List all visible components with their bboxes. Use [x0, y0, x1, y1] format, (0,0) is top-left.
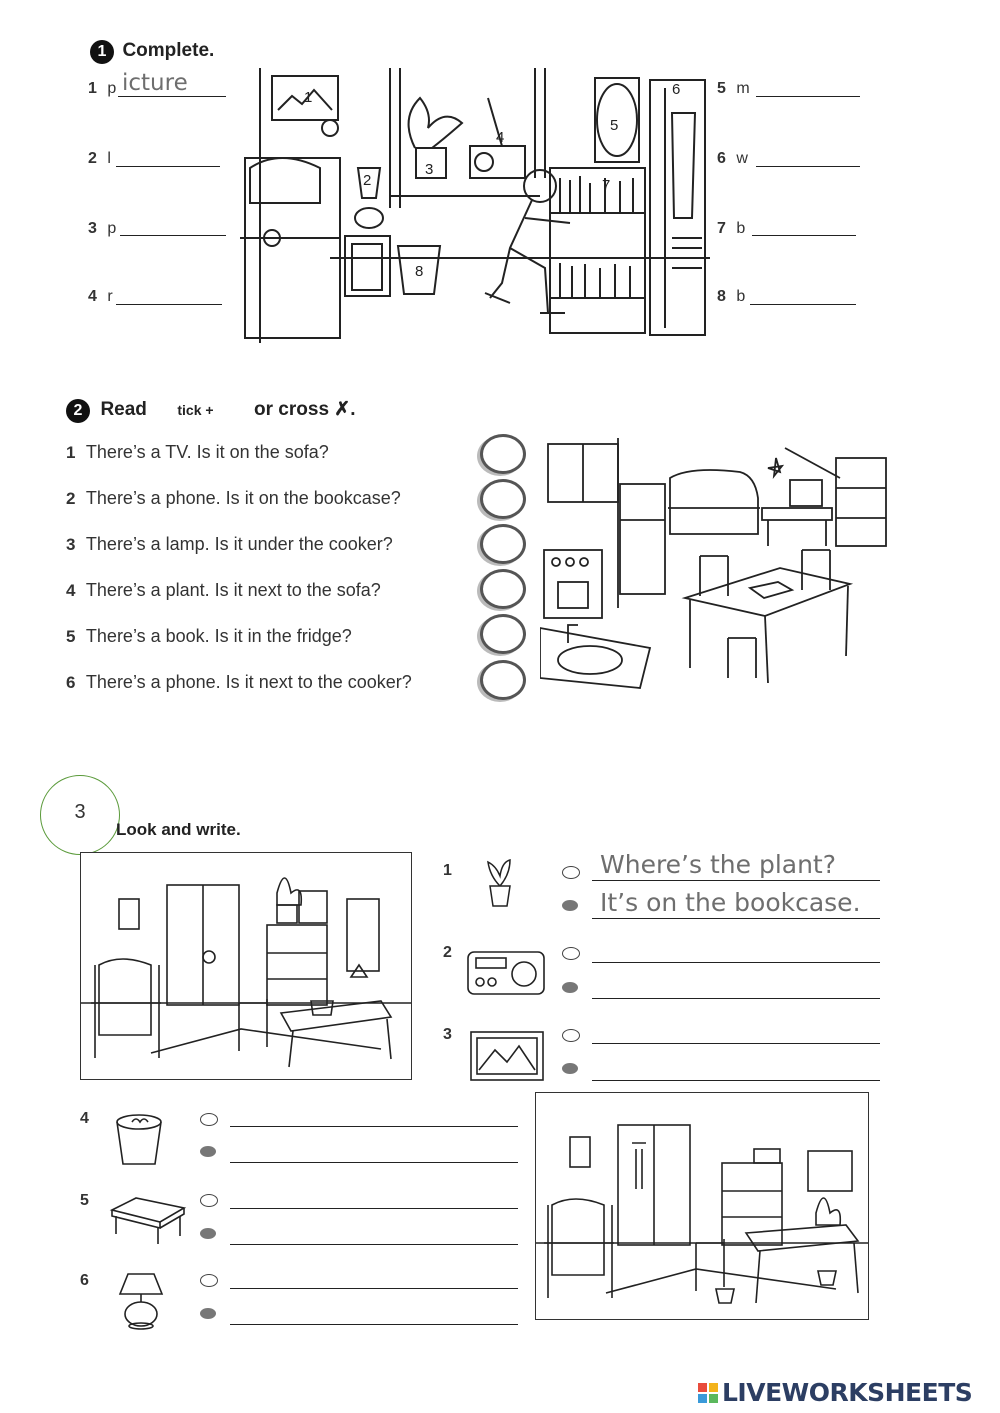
- s2-question-2: 2 There’s a phone. Is it on the bookcase?: [66, 488, 401, 508]
- pic1-label-7: 7: [602, 177, 611, 194]
- section1-heading: [90, 40, 214, 64]
- s2-answer-circle-1[interactable]: [480, 434, 526, 474]
- s3-answer-1[interactable]: It’s on the bookcase.: [600, 888, 861, 917]
- answer-bubble-icon: [200, 1228, 216, 1239]
- s3-item-num-4: 4: [80, 1110, 89, 1127]
- s3-item-num-1: 1: [443, 862, 452, 879]
- section1-title: Complete.: [122, 40, 215, 61]
- s1-item-1: 1 p: [88, 80, 117, 97]
- pic1-label-5: 5: [610, 117, 619, 134]
- s3-question-1[interactable]: Where’s the plant?: [600, 850, 836, 879]
- answer-bubble-icon: [562, 1063, 578, 1074]
- s1-blank-5[interactable]: [756, 96, 860, 97]
- logo-grid-icon: [698, 1383, 718, 1403]
- s3-question-line-4[interactable]: [230, 1126, 518, 1127]
- bedroom-picture-a: [80, 852, 412, 1080]
- s3-question-line-6[interactable]: [230, 1288, 518, 1289]
- question-bubble-icon: [562, 866, 580, 879]
- section2-read: Read: [100, 399, 147, 420]
- s1-blank-1[interactable]: [118, 96, 226, 97]
- pic1-label-4: 4: [496, 129, 505, 146]
- kitchen-picture: [540, 438, 890, 690]
- s3-question-line-1[interactable]: [592, 880, 880, 881]
- section3-number: 3: [74, 801, 86, 823]
- s3-item-num-2: 2: [443, 944, 452, 961]
- question-bubble-icon: [200, 1113, 218, 1126]
- pic1-label-3: 3: [425, 161, 434, 178]
- s2-question-1: 1 There’s a TV. Is it on the sofa?: [66, 442, 329, 462]
- brand-text: LIVEWORKSHEETS: [722, 1378, 973, 1407]
- section3-title: Look and write.: [116, 820, 241, 839]
- section2-number: 2: [66, 399, 90, 423]
- bedroom-picture: [240, 68, 710, 346]
- s2-answer-circle-5[interactable]: [480, 614, 526, 654]
- s1-blank-4[interactable]: [116, 304, 222, 305]
- pic1-label-6: 6: [672, 81, 681, 98]
- s2-question-5: 5 There’s a book. Is it in the fridge?: [66, 626, 352, 646]
- section3-number-circle: [40, 775, 120, 855]
- pic1-label-1: 1: [304, 89, 313, 106]
- s3-answer-line-4[interactable]: [230, 1162, 518, 1163]
- s1-item-2: 2 l: [88, 150, 111, 167]
- pic1-label-8: 8: [415, 263, 424, 280]
- plant-icon: [482, 856, 518, 910]
- basket-icon: [114, 1112, 164, 1168]
- s2-question-6: 6 There’s a phone. Is it next to the cooker?: [66, 672, 412, 692]
- s1-blank-2[interactable]: [116, 166, 220, 167]
- s3-answer-line-5[interactable]: [230, 1244, 518, 1245]
- s1-item-5: 5 m: [717, 80, 750, 97]
- answer-bubble-icon: [200, 1146, 216, 1157]
- s3-question-line-3[interactable]: [592, 1043, 880, 1044]
- picture-icon: [469, 1030, 545, 1082]
- s1-item-3: 3 p: [88, 220, 117, 237]
- s1-item-6: 6 w: [717, 150, 748, 167]
- s1-blank-3[interactable]: [120, 235, 226, 236]
- section2-tick: tick +: [177, 402, 214, 418]
- s3-answer-line-2[interactable]: [592, 998, 880, 999]
- s1-answer-1[interactable]: icture: [122, 70, 188, 96]
- liveworksheets-logo: [698, 1378, 972, 1407]
- pic1-label-2: 2: [363, 172, 372, 189]
- s1-blank-6[interactable]: [756, 166, 860, 167]
- s2-answer-circle-2[interactable]: [480, 479, 526, 519]
- s3-answer-line-6[interactable]: [230, 1324, 518, 1325]
- lamp-icon: [114, 1270, 168, 1330]
- s3-answer-line-3[interactable]: [592, 1080, 880, 1081]
- s1-item-8: 8 b: [717, 288, 746, 305]
- radio-icon: [466, 946, 546, 998]
- s1-blank-8[interactable]: [750, 304, 856, 305]
- s2-question-3: 3 There’s a lamp. Is it under the cooker?: [66, 534, 393, 554]
- answer-bubble-icon: [562, 900, 578, 911]
- question-bubble-icon: [562, 947, 580, 960]
- s3-question-line-5[interactable]: [230, 1208, 518, 1209]
- question-bubble-icon: [200, 1274, 218, 1287]
- s3-item-num-6: 6: [80, 1272, 89, 1289]
- section2-heading: [66, 398, 356, 423]
- section2-questions: [66, 442, 476, 718]
- s2-answer-circle-3[interactable]: [480, 524, 526, 564]
- s1-item-7: 7 b: [717, 220, 746, 237]
- s3-item-num-5: 5: [80, 1192, 89, 1209]
- section2-cross: or cross ✗.: [254, 399, 356, 420]
- s2-question-4: 4 There’s a plant. Is it next to the sofa?: [66, 580, 381, 600]
- table-icon: [108, 1194, 188, 1246]
- bedroom-picture-b: [535, 1092, 869, 1320]
- question-bubble-icon: [200, 1194, 218, 1207]
- s3-item-num-3: 3: [443, 1026, 452, 1043]
- s2-answer-circle-4[interactable]: [480, 569, 526, 609]
- section1-number: 1: [90, 40, 114, 64]
- question-bubble-icon: [562, 1029, 580, 1042]
- s1-blank-7[interactable]: [752, 235, 856, 236]
- answer-bubble-icon: [200, 1308, 216, 1319]
- s2-answer-circle-6[interactable]: [480, 660, 526, 700]
- answer-bubble-icon: [562, 982, 578, 993]
- s1-item-4: 4 r: [88, 288, 113, 305]
- s3-question-line-2[interactable]: [592, 962, 880, 963]
- s3-answer-line-1[interactable]: [592, 918, 880, 919]
